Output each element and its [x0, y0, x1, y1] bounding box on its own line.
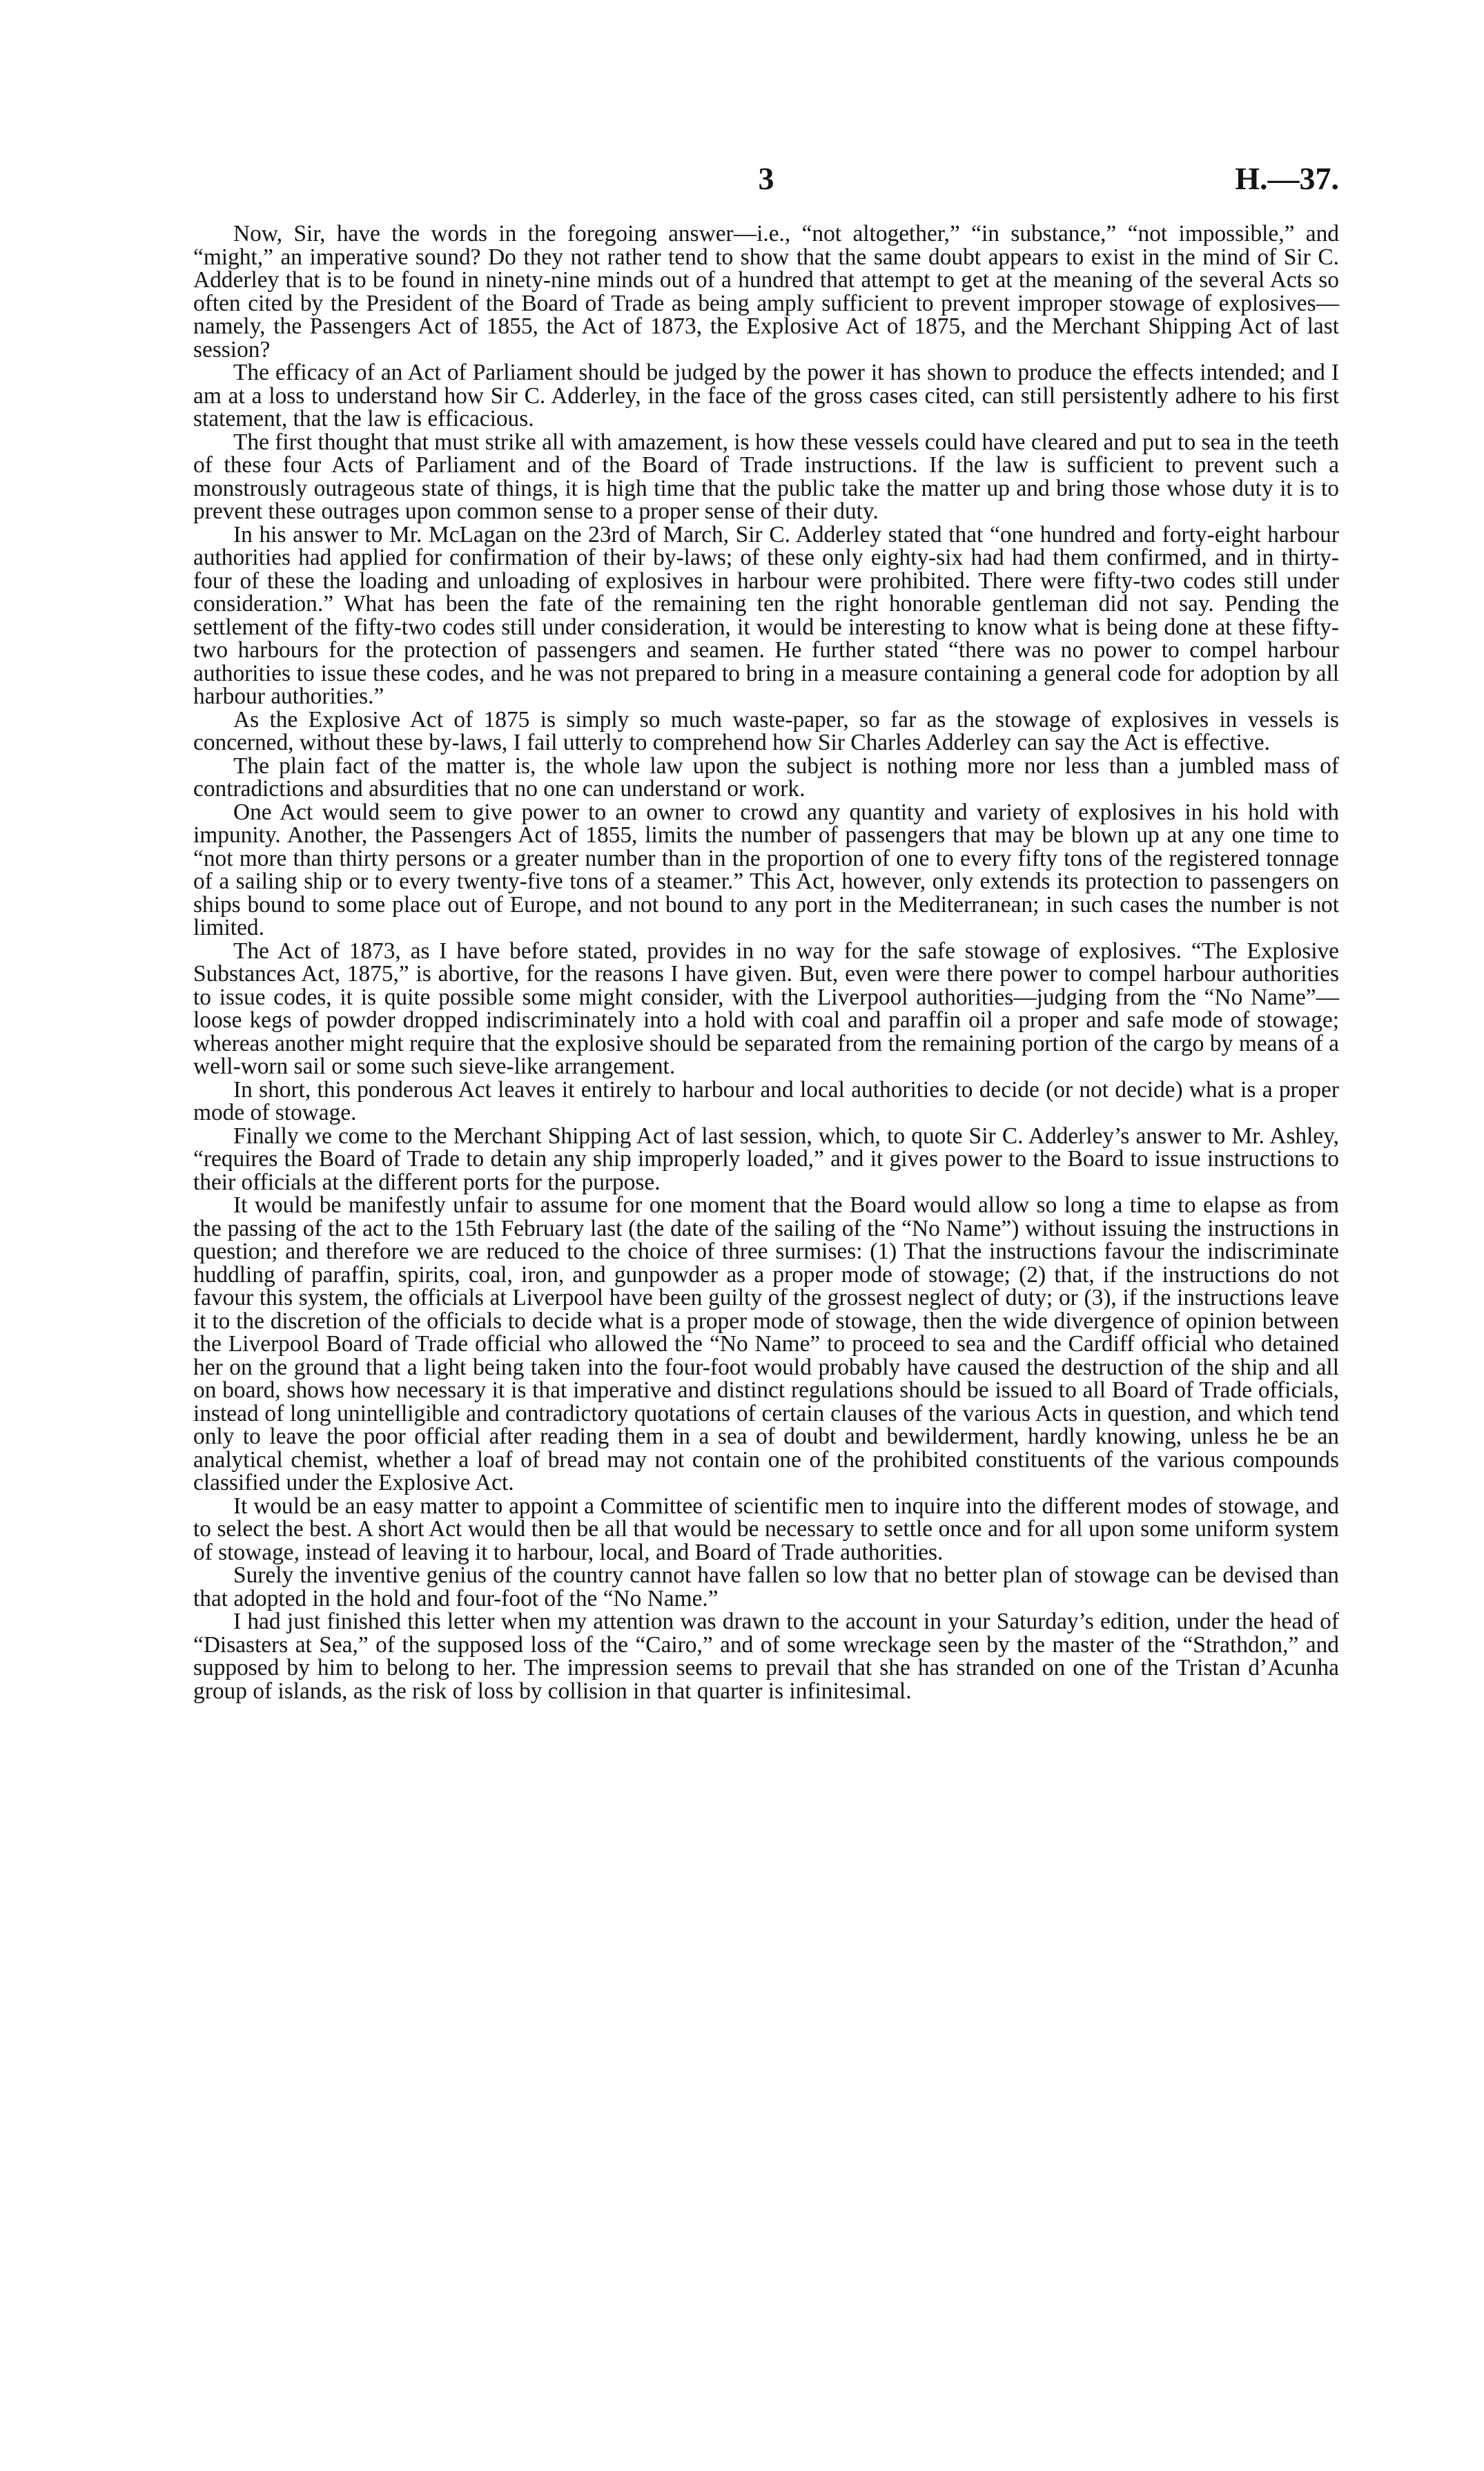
document-code: H.—37. [1235, 161, 1339, 196]
paragraph-12: It would be an easy matter to appoint a Committee of scientific men to inquire into the different modes of stowage, and to select the best. A short Act would then be all that would be necessary to settle once and for all upon some uniform system of stowage, instead of leaving it to harbour, local, and Board of Trade authorities. [193, 1493, 1339, 1565]
page-header [193, 160, 1339, 209]
paragraph-10: Finally we come to the Merchant Shipping Act of last session, which, to quote Sir C. Adderley’s answer to Mr. Ashley, “requires the Board of Trade to detain any ship improperly loaded,” and it gives power to the Board to issue instructions to their officials at the different ports for the purpose. [193, 1123, 1339, 1195]
paragraph-6: The plain fact of the matter is, the whole law upon the subject is nothing more nor less than a jumbled mass of contradictions and absurdities that no one can understand or work. [193, 753, 1339, 802]
paragraph-7: One Act would seem to give power to an owner to crowd any quantity and variety of explosives in his hold with impunity. Another, the Passengers Act of 1855, limits the number of passengers that may be blown up at any one time to “not more than thirty persons or a greater number than in the proportion of one to every fifty tons of the registered tonnage of a sailing ship or to every twenty-five tons of a steamer.” This Act, however, only extends its protection to passengers on ships bound to some place out of Europe, and not bound to any port in the Mediterranean; in such cases the number is not limited. [193, 799, 1339, 940]
paragraph-1: Now, Sir, have the words in the foregoing answer—i.e., “not altogether,” “in substance,” “not impossible,” and “might,” an imperative sound? Do they not rather tend to show that the same doubt appears to exist in the mind of Sir C. Adderley that is to be found in ninety-nine minds out of a hundred that attempt to get at the meaning of the several Acts so often cited by the President of the Board of Trade as being amply sufficient to prevent improper stowage of explosives—namely, the Passengers Act of 1855, the Act of 1873, the Explosive Act of 1875, and the Merchant Shipping Act of last session? [193, 221, 1339, 362]
page-number: 3 [758, 161, 774, 196]
paragraph-8: The Act of 1873, as I have before stated, provides in no way for the safe stowage of explosives. “The Explosive Substances Act, 1875,” is abortive, for the reasons I have given. But, even were there power to compel harbour authorities to issue codes, it is quite possible some might consider, with the Liverpool authorities—judging from the “No Name”—loose kegs of powder dropped indiscriminately into a hold with coal and paraffin oil a proper and safe mode of stowage; whereas another might require that the explosive should be separated from the remaining portion of the cargo by means of a well-worn sail or some such sieve-like arrangement. [193, 938, 1339, 1079]
paragraph-2: The efficacy of an Act of Parliament should be judged by the power it has shown to produce the effects intended; and I am at a loss to understand how Sir C. Adderley, in the face of the gross cases cited, can still persistently adhere to his first statement, that the law is efficacious. [193, 360, 1339, 432]
paragraph-11: It would be manifestly unfair to assume for one moment that the Board would allow so long a time to elapse as from the passing of the act to the 15th February last (the date of the sailing of the “No Name”) without issuing the instructions in question; and therefore we are reduced to the choice of three surmises: (1) That the instructions favour the indiscriminate huddling of paraffin, spirits, coal, iron, and gunpowder as a proper mode of stowage; (2) that, if the instructions do not favour this system, the officials at Liverpool have been guilty of the grossest neglect of duty; or (3), if the instructions leave it to the discretion of the officials to decide what is a proper mode of stowage, then the wide divergence of opinion between the Liverpool Board of Trade official who allowed the “No Name” to proceed to sea and the Cardiff official who detained her on the ground that a light being taken into the four-foot would probably have caused the destruction of the ship and all on board, shows how necessary it is that imperative and distinct regulations should be issued to all Board of Trade officials, instead of long unintelligible and contradictory quotations of certain clauses of the various Acts in question, and which tend only to leave the poor official after reading them in a sea of doubt and bewilderment, hardly knowing, unless he be an analytical chemist, whether a loaf of bread may not contain one of the prohibited constituents of the various compounds classified under the Explosive Act. [193, 1192, 1339, 1495]
paragraph-4: In his answer to Mr. McLagan on the 23rd of March, Sir C. Adderley stated that “one hundred and forty-eight harbour authorities had applied for confirmation of their by-laws; of these only eighty-six had had them confirmed, and in thirty-four of these the loading and unloading of explosives in harbour were prohibited. There were fifty-two codes still under consideration.” What has been the fate of the remaining ten the right honorable gentleman did not say. Pending the settlement of the fifty-two codes still under consideration, it would be interesting to know what is being done at these fifty-two harbours for the protection of passengers and seamen. He further stated “there was no power to compel harbour authorities to issue these codes, and he was not prepared to bring in a measure containing a general code for adoption by all harbour authorities.” [193, 521, 1339, 709]
paragraph-3: The first thought that must strike all with amazement, is how these vessels could have cleared and put to sea in the teeth of these four Acts of Parliament and of the Board of Trade instructions. If the law is sufficient to prevent such a monstrously outrageous state of things, it is high time that the public take the matter up and bring those whose duty it is to prevent these outrages upon common sense to a proper sense of their duty. [193, 429, 1339, 524]
letter-body [193, 222, 1339, 1703]
paragraph-13: Surely the inventive genius of the country cannot have fallen so low that no better plan of stowage can be devised than that adopted in the hold and four-foot of the “No Name.” [193, 1562, 1339, 1611]
paragraph-14: I had just finished this letter when my attention was drawn to the account in your Saturday’s edition, under the head of “Disasters at Sea,” of the supposed loss of the “Cairo,” and of some wreckage seen by the master of the “Strathdon,” and supposed by him to belong to her. The impression seems to prevail that she has stranded on one of the Tristan d’Acunha group of islands, as the risk of loss by collision in that quarter is infinitesimal. [193, 1609, 1339, 1704]
paragraph-9: In short, this ponderous Act leaves it entirely to harbour and local authorities to decide (or not decide) what is a proper mode of stowage. [193, 1076, 1339, 1125]
paragraph-5: As the Explosive Act of 1875 is simply so much waste-paper, so far as the stowage of explosives in vessels is concerned, without these by-laws, I fail utterly to comprehend how Sir Charles Adderley can say the Act is effective. [193, 706, 1339, 755]
